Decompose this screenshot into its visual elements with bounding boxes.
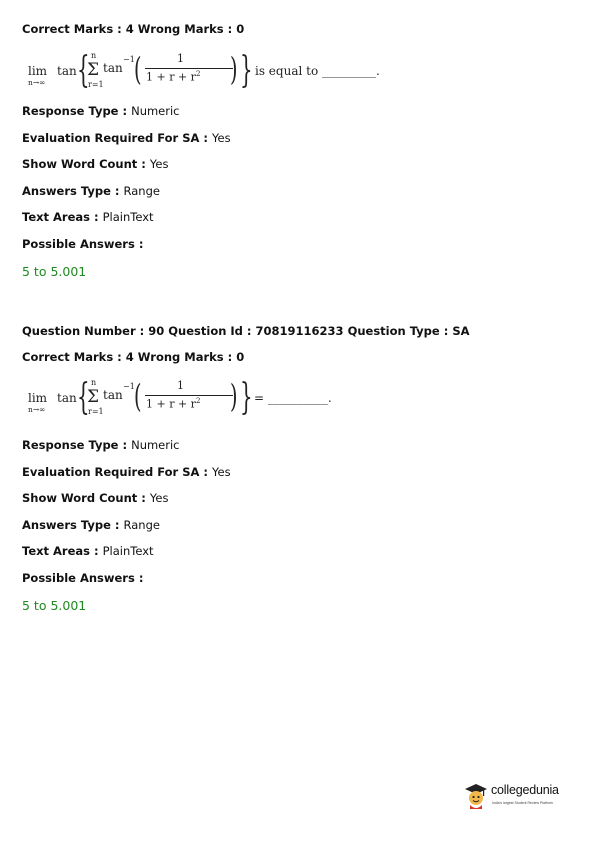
marks-line: Correct Marks : 4 Wrong Marks : 0	[22, 22, 245, 36]
response-type: Response Type : Numeric	[22, 438, 180, 452]
evaluation-required: Evaluation Required For SA : Yes	[22, 465, 231, 479]
answers-type: Answers Type : Range	[22, 518, 160, 532]
show-word-count: Show Word Count : Yes	[22, 157, 169, 171]
question-formula: lim n→∞ tan { n Σ r=1 tan −1 ( 1 $1 + r + r^2$ ) } = __________.	[28, 377, 332, 418]
graduate-cap-icon	[463, 781, 489, 809]
answers-type: Answers Type : Range	[22, 184, 160, 198]
brand-name: collegedunia	[491, 783, 559, 797]
possible-answer: 5 to 5.001	[22, 264, 87, 279]
marks-line: Correct Marks : 4 Wrong Marks : 0	[22, 350, 245, 364]
question-formula: lim n→∞ tan { n Σ r=1 tan −1 ( 1 $1 + r + r^2$ ) } is equal to _________.	[28, 50, 380, 91]
possible-answers-label: Possible Answers :	[22, 237, 144, 251]
possible-answer: 5 to 5.001	[22, 598, 87, 613]
question-header: Question Number : 90 Question Id : 70819116233 Question Type : SA	[22, 324, 470, 338]
possible-answers-label: Possible Answers :	[22, 571, 144, 585]
brand-tagline: India's largest Student Review Platform	[492, 801, 553, 805]
response-type: Response Type : Numeric	[22, 104, 180, 118]
show-word-count: Show Word Count : Yes	[22, 491, 169, 505]
text-areas: Text Areas : PlainText	[22, 544, 154, 558]
collegedunia-logo	[463, 779, 573, 813]
evaluation-required: Evaluation Required For SA : Yes	[22, 131, 231, 145]
text-areas: Text Areas : PlainText	[22, 210, 154, 224]
